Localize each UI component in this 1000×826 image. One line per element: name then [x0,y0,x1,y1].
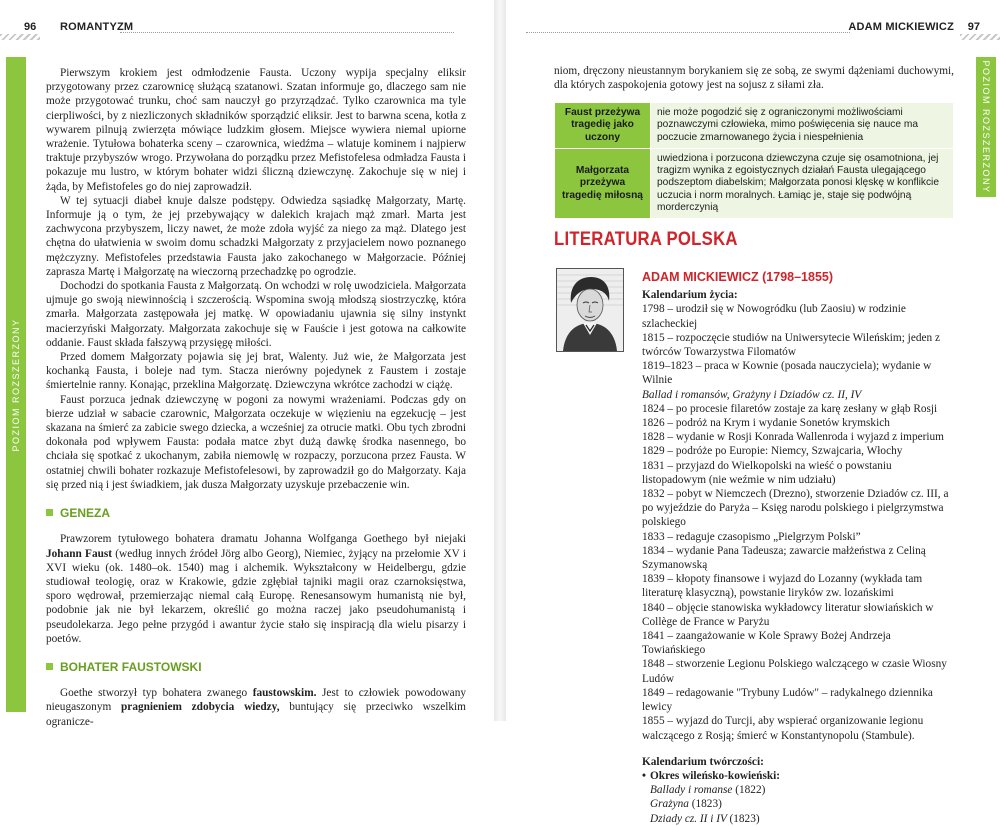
work-item: Ballady i romanse (1822) [650,784,766,797]
life-entry: 1828 – wydanie w Rosji Konrada Wallenroda i wyjazd z imperium [642,431,944,444]
square-bullet-icon [46,509,53,516]
page-number-left: 96 [24,21,37,33]
running-head-right: ADAM MICKIEWICZ [848,21,954,33]
life-entry: 1815 – rozpoczęcie studiów na Uniwersytecie Wileńskim; jeden z twórców Towarzystwa Filomatów [642,331,940,359]
period-item: • Okres wileńsko-kowieński: [642,769,952,783]
table-label-cell: Małgorzata przeżywa tragedię miłosną [555,148,651,218]
section-heading-bohater: BOHATER FAUSTOWSKI [46,660,466,674]
continuation-text: niom, dręczony nieustannym borykaniem się ze sobą, ze swymi dążeniami duchowymi, dla których zaspokojenia gotowy jest na sojusz z siłami zła. [554,65,954,92]
works-list [642,769,952,783]
life-entry: 1848 – stworzenie Legionu Polskiego walczącego w czasie Wiosny Ludów [642,658,947,685]
right-page [506,0,1000,825]
mickiewicz-section [642,270,952,826]
page-number-right: 97 [967,21,980,33]
running-head-left: ROMANTYZM [60,21,134,33]
life-entry: 1826 – podróż na Krym i wydanie Sonetów krymskich [642,417,890,430]
kalendarium-zycia-heading: Kalendarium życia: [642,289,738,302]
tragedy-table [554,102,954,219]
paragraph: Dochodzi do spotkania Fausta z Małgorzatą. On wchodzi w rolę uwodziciela. Małgorzata ujmuje go swoją niewinnością i szczerością. Wspomina swoją młodszą siostrzyczkę, która zmarła. Małgorzata zastępowała jej matkę. W opowiadaniu ujawnia się silny instynkt macierzyński Małgorzaty. Małgorzata zakochuje się w Fauście i jest gotowa na całkowite oddanie. Faust składa fałszywą przysięgę miłości. [46,280,466,349]
life-entry: 1834 – wydanie Pana Tadeusza; zawarcie małżeństwa z Celiną Szymanowską [642,544,926,572]
life-entry: 1829 – podróże po Europie: Niemcy, Szwajcaria, Włochy [642,445,903,458]
life-entry: 1798 – urodził się w Nowogródku (lub Zaosiu) w rodzinie szlacheckiej [642,303,906,330]
left-text-column [46,66,466,729]
life-entry: 1819–1823 – praca w Kownie (posada nauczyciela); wydanie w Wilnie [642,360,932,387]
square-bullet-icon [46,663,53,670]
life-entry: 1831 – przyjazd do Wielkopolski na wieść o powstaniu listopadowym (nie weźmie w nim udziału) [642,459,892,486]
header-stripe-left [0,34,40,40]
side-tab-label-left: POZIOM ROZSZERZONY [11,317,21,452]
section-heading-literatura-polska: LITERATURA POLSKA [554,229,738,250]
kalendarium-tworczosci-heading: Kalendarium twórczości: [642,755,764,768]
life-entry: 1849 – redagowanie "Trybuny Ludów" – radykalnego dziennika lewicy [642,686,933,714]
table-row [555,103,954,149]
life-entry: 1832 – pobyt w Niemczech (Drezno), stworzenie Dziadów cz. III, a po wyjeździe do Paryża – Księg narodu polskiego i pielgrzymstwa polskiego [642,488,949,529]
life-entry: 1833 – redaguje czasopismo „Pielgrzym Polski” [642,530,861,543]
paragraph: W tej sytuacji diabeł knuje dalsze podstępy. Odwiedza sąsiadkę Małgorzaty, Martę. Informuje ją o tym, że jej przebywający w dalekich krajach mąż zmarł. Marta jest zachwycona przybyszem, liczy nawet, że może zdoła wyjść za niego za mąż. Dlatego jest chętna do ułatwienia w swoim domu schadzki Małgorzaty z przyjacielem nowo poznanego mężczyzny. Mefistofeles przedstawia Fausta jako zakochanego w Małgorzacie. Później zaprasza Martę i Małgorzatę na wieczorną przechadzkę po ogrodzie. [46,194,466,278]
left-page [0,0,494,728]
side-tab-right [976,57,996,197]
side-tab-left [6,57,26,712]
work-item: Grażyna (1823) [650,798,722,811]
work-item: Dziady cz. II i IV (1823) [650,812,760,825]
life-entry: 1840 – objęcie stanowiska wykładowcy literatur słowiańskich w Collège de France w Paryżu [642,601,934,628]
paragraph-geneza: Prawzorem tytułowego bohatera dramatu Johanna Wolfganga Goethego był niejaki Johann Faust (według innych źródeł Jörg albo Georg), Niemiec, żyjący na przełomie XV i XVI wieku (ok. 1480–ok. 1540) mag i alchemik. Wykształcony w Heidelbergu, gdzie studiował teologię, oraz w Krakowie, gdzie zgłębiał tajniki magii oraz czarnoksięstwa, sporo wędrował, przemierzając niemal całą Europę. Renesansowym humanistą nie był, podobnie jak nie był lekarzem, określić go można raczej jako pseudohumanistą i pseudolekarza. Jego pełne przygód i awantur życie stało się inspiracją dla wielu pisarzy i poetów. [46,533,467,645]
paragraph: Przed domem Małgorzaty pojawia się jej brat, Walenty. Już wie, że Małgorzata jest kochanką Fausta, i boleje nad tym. Stacza nierówny pojedynek z Faustem i zostaje śmiertelnie ranny. Konając, przeklina Małgorzatę. Dziewczyna wkrótce zachodzi w ciążę. [46,351,466,392]
portrait-engraving-icon [557,269,623,351]
life-entry: 1841 – zaangażowanie w Kole Sprawy Bożej Andrzeja Towiańskiego [642,630,891,657]
life-entry: 1855 – wyjazd do Turcji, aby wspierać organizowanie legionu walczącego z Rosją; śmierć w Konstantynopolu (Stambule). [642,715,924,742]
side-tab-label-right: POZIOM ROZSZERZONY [981,60,991,194]
mickiewicz-title: ADAM MICKIEWICZ (1798–1855) [642,270,834,284]
header-stripe-right [960,34,1000,40]
table-text-cell: nie może pogodzić się z ograniczonymi możliwościami poznawczymi człowieka, mimo poświęcenia się nauce ma poczucie zmarnowanego życia i niespełnienia [651,103,954,149]
mickiewicz-portrait [556,268,624,352]
right-header [526,18,984,38]
paragraph-bohater: Goethe stworzył typ bohatera zwanego faustowskim. Jest to człowiek powodowany nieugaszonym pragnieniem zdobycia wiedzy, buntujący się przeciwko wszelkim ogranicze- [46,687,466,728]
paragraph: Faust porzuca jednak dziewczynę w pogoni za nowymi wrażeniami. Podczas gdy on bierze udział w sabacie czarownic, Małgorzata oczekuje w więzieniu na egzekucję – jest skazana na śmierć za zabicie swego dziecka, a wcześniej za otrucie matki. Obu tych zbrodni dokonała pod wpływem Fausta: podała matce zbyt dużą dawkę środka nasennego, bo chciała się spotkać z ukochanym, zabiła niemowlę w rozpaczy, porzucona przez Fausta. W ostatniej chwili bohater rozkazuje Mefistofelesowi, by zaprowadził go do Małgorzaty. Kaja się przed nią i jest świadkiem, jak dusza Małgorzaty uzyskuje przebaczenie win. [46,393,466,491]
section-heading-geneza: GENEZA [46,506,466,520]
paragraph: Pierwszym krokiem jest odmłodzenie Fausta. Uczony wypija specjalny eliksir przygotowany przez czarownicę służącą szatanowi. Szatan informuje go, dlaczego sam nie może przygotować trunku, choć sam nauczył go przyrządzać. Tylko czarownica ma tyle cierpliwości, by z niezliczonych składników sporządzić eliksir. Jest to barwna scena, kotła z wywarem pilnują zwierzęta mówiące ludzkim głosem. Miejsce wywiera niemal upiorne wrażenie. Tytułowa bohaterka sceny – czarownica, wiedźma – wlatuje kominem i najpierw traktuje przybyszów wrogo. Przywołana do porządku przez Mefistofelesa odmładza Fausta i pokazuje mu lustro, w którym bohater widzi śliczną dziewczynę. Zakochuje się w niej i żąda, by Mefistofeles go do niej zaprowadził. [46,67,466,193]
table-row [555,148,954,218]
left-header [20,18,474,38]
header-rule-right [526,32,850,33]
book-gutter [494,0,506,721]
life-entry: 1824 – po procesie filaretów zostaje za karę zesłany w głąb Rosji [642,402,938,415]
life-entry: 1839 – kłopoty finansowe i wyjazd do Lozanny (wykłada tam literaturę klasyczną), powstanie liryków zw. lozańskimi [642,573,923,600]
table-label-cell: Faust przeżywa tragedię jako uczony [555,103,651,149]
table-text-cell: uwiedziona i porzucona dziewczyna czuje się osamotniona, jej tragizm wynika z egoistycznych działań Fausta ulegającego podszeptom diabelskim; Małgorzata ponosi klęskę w konflikcie uczucia i norm moralnych. Łamiąc je, staje się podwójną morderczynią [651,148,954,218]
life-entry: Ballad i romansów, Grażyny i Dziadów cz. II, IV [642,388,862,401]
header-rule-left [120,32,454,33]
